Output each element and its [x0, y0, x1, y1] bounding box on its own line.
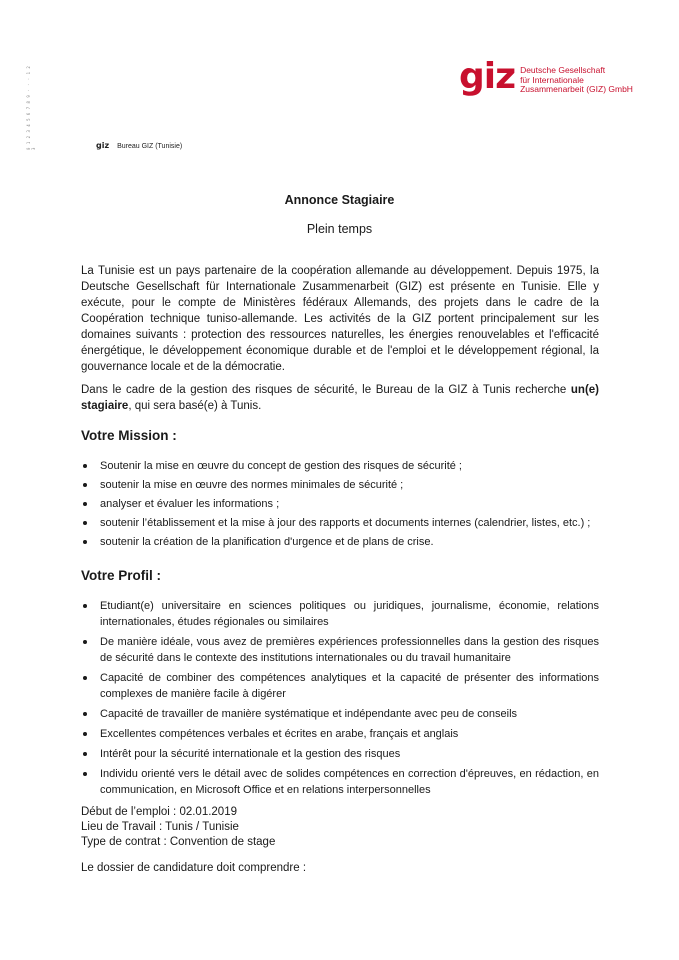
giz-logo [459, 56, 633, 97]
mission-item: soutenir la création de la planification d'urgence et de plans de crise. [81, 534, 599, 550]
giz-logo-mark: giz [459, 56, 516, 97]
office-label: Bureau GIZ (Tunisie) [117, 143, 183, 150]
mission-item: soutenir la mise en œuvre des normes minimales de sécurité ; [81, 477, 599, 493]
profile-item: Intérêt pour la sécurité internationale et la gestion des risques [81, 746, 599, 762]
profile-item: De manière idéale, vous avez de premières expériences professionnelles dans la gestion des risques de sécurité dans le contexte des institutions internationales ou du travail humanitaire [81, 634, 599, 666]
context-text-after: , qui sera basé(e) à Tunis. [128, 400, 262, 412]
work-location: Lieu de Travail : Tunis / Tunisie [81, 821, 239, 833]
page-title: Annonce Stagiaire [284, 193, 395, 207]
job-details [81, 805, 275, 850]
context-paragraph [81, 382, 599, 414]
profile-item: Individu orienté vers le détail avec de solides compétences en correction d'épreuves, en rédaction, en communication, en Microsoft Office et en relations interpersonnelles [81, 766, 599, 798]
start-date: Début de l’emploi : 02.01.2019 [81, 806, 237, 818]
context-position: un(e) stagiaire [81, 384, 599, 412]
giz-logo-text [520, 66, 633, 95]
mission-item: analyser et évaluer les informations ; [81, 496, 599, 512]
page-subtitle: Plein temps [306, 222, 373, 236]
contract-type: Type de contrat : Convention de stage [81, 836, 276, 848]
mission-item: soutenir l’établissement et la mise à jour des rapports et documents internes (calendrier, listes, etc.) ; [81, 515, 599, 531]
office-header [96, 141, 182, 150]
application-dossier-intro: Le dossier de candidature doit comprendre : [81, 862, 307, 874]
document-reference-code: 0 1 2 3 4 5 6 7 8 9 · · · 1 2 3 [26, 65, 36, 150]
mission-list [81, 458, 599, 553]
logo-line-2: für Internationale [520, 74, 584, 85]
profile-item: Capacité de travailler de manière systématique et indépendante avec peu de conseils [81, 706, 599, 722]
mission-heading: Votre Mission : [81, 428, 177, 443]
context-text-before: Dans le cadre de la gestion des risques de sécurité, le Bureau de la GIZ à Tunis recherche [81, 384, 571, 396]
profile-list [81, 598, 599, 802]
profile-item: Excellentes compétences verbales et écrites en arabe, français et anglais [81, 726, 599, 742]
giz-mini-logo: giz [96, 141, 110, 150]
profile-item: Etudiant(e) universitaire en sciences politiques ou juridiques, journalisme, économie, relations internationales, études régionales ou similaires [81, 598, 599, 630]
intro-paragraph: La Tunisie est un pays partenaire de la coopération allemande au développement. Depuis 1975, la Deutsche Gesellschaft für Internationale Zusammenarbeit (GIZ) est présente en Tunisie. Elle y exécute, pour le compte de Ministères fédéraux Allemands, des projets dans le cadre de la Coopération technique tuniso-allemande. Les activités de la GIZ portent principalement sur les domaines suivants : protection des ressources naturelles, les énergies renouvelables et l'efficacité énergétique, le développement économique durable et de l'emploi et le développement régional, la gouvernance locale et de la démocratie. [81, 265, 599, 373]
profile-heading: Votre Profil : [81, 568, 162, 583]
logo-line-3: Zusammenarbeit (GIZ) GmbH [520, 84, 633, 94]
profile-item: Capacité de combiner des compétences analytiques et la capacité de présenter des informations complexes de manière facile à digérer [81, 670, 599, 702]
logo-line-1: Deutsche Gesellschaft [520, 65, 606, 75]
mission-item: Soutenir la mise en œuvre du concept de gestion des risques de sécurité ; [81, 458, 599, 474]
